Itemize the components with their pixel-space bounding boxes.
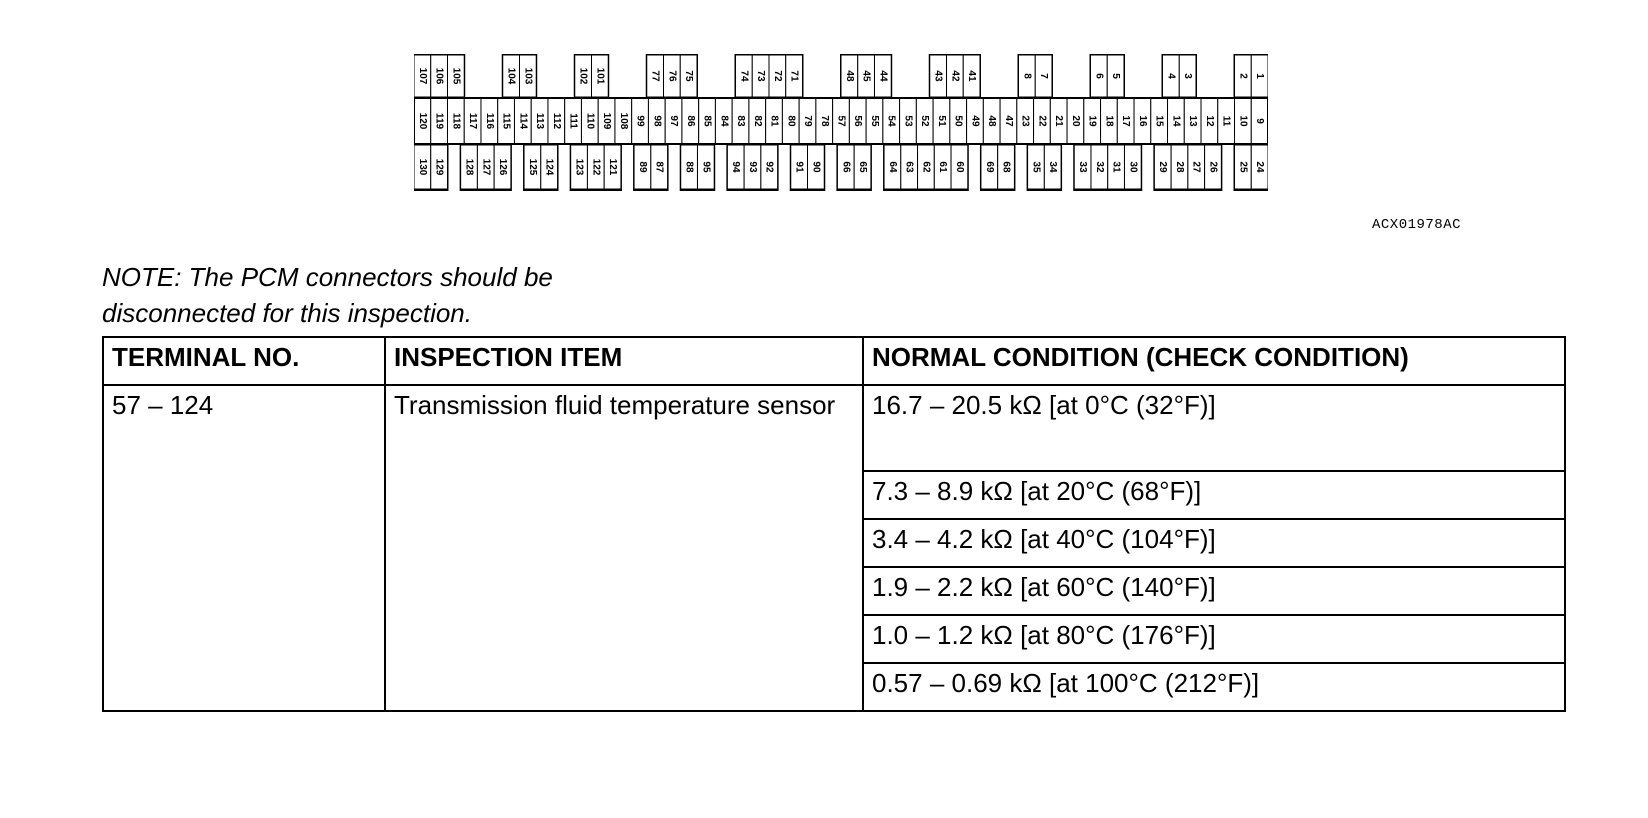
svg-text:65: 65 (857, 161, 869, 173)
svg-text:19: 19 (1086, 115, 1098, 127)
svg-text:34: 34 (1047, 161, 1059, 173)
svg-text:130: 130 (416, 158, 428, 176)
connector-pin-116 (481, 98, 498, 144)
svg-text:106: 106 (433, 67, 445, 85)
svg-text:112: 112 (550, 112, 562, 130)
condition-cell: 1.9 – 2.2 kΩ [at 60°C (140°F)] (863, 567, 1565, 615)
connector-pin-111 (565, 98, 582, 144)
svg-text:88: 88 (683, 161, 695, 173)
header-normal-condition: NORMAL CONDITION (CHECK CONDITION) (863, 337, 1565, 385)
connector-pin-72 (769, 55, 786, 97)
connector-pin-61 (934, 145, 951, 189)
table-row (103, 385, 1565, 471)
svg-text:61: 61 (937, 161, 949, 173)
connector-pin-118 (447, 98, 464, 144)
connector-pin-125 (524, 145, 541, 189)
connector-pin-45 (858, 55, 875, 97)
connector-pin-62 (918, 145, 935, 189)
svg-text:99: 99 (634, 115, 646, 127)
svg-text:60: 60 (953, 161, 965, 173)
svg-text:90: 90 (810, 161, 822, 173)
connector-pin-98 (648, 98, 665, 144)
connector-pin-3 (1179, 55, 1196, 97)
condition-cell: 7.3 – 8.9 kΩ [at 20°C (68°F)] (863, 471, 1565, 519)
connector-pin-127 (477, 145, 494, 189)
connector-pin-14 (1168, 98, 1185, 144)
svg-text:104: 104 (505, 67, 517, 85)
svg-text:94: 94 (730, 161, 742, 173)
svg-text:129: 129 (433, 158, 445, 176)
connector-pin-115 (498, 98, 515, 144)
svg-text:11: 11 (1220, 115, 1232, 127)
svg-text:107: 107 (416, 67, 428, 85)
connector-pin-97 (665, 98, 682, 144)
svg-text:22: 22 (1036, 115, 1048, 127)
svg-text:17: 17 (1120, 115, 1132, 127)
svg-text:15: 15 (1153, 115, 1165, 127)
connector-pin-79 (799, 98, 816, 144)
svg-text:48: 48 (986, 115, 998, 127)
connector-pin-20 (1067, 98, 1084, 144)
connector-pin-103 (519, 55, 536, 97)
connector-pin-19 (1084, 98, 1101, 144)
svg-text:128: 128 (463, 158, 475, 176)
svg-text:42: 42 (949, 70, 961, 82)
note-line-2: disconnected for this inspection. (102, 298, 472, 328)
connector-pin-117 (464, 98, 481, 144)
connector-pin-22 (1034, 98, 1051, 144)
svg-text:47: 47 (1002, 115, 1014, 127)
condition-cell: 0.57 – 0.69 kΩ [at 100°C (212°F)] (863, 663, 1565, 711)
connector-pin-63 (901, 145, 918, 189)
connector-pin-113 (531, 98, 548, 144)
svg-text:117: 117 (467, 112, 479, 130)
svg-text:121: 121 (607, 158, 619, 176)
connector-pin-102 (575, 55, 592, 97)
svg-text:14: 14 (1170, 115, 1182, 127)
connector-pin-53 (900, 98, 917, 144)
connector-pin-112 (548, 98, 565, 144)
connector-pin-1 (1251, 55, 1268, 97)
connector-pin-106 (431, 55, 448, 97)
svg-text:127: 127 (480, 158, 492, 176)
svg-text:124: 124 (543, 158, 555, 176)
connector-pin-33 (1074, 145, 1091, 189)
svg-text:28: 28 (1173, 161, 1185, 173)
svg-text:57: 57 (835, 115, 847, 127)
svg-text:75: 75 (683, 70, 695, 82)
svg-text:97: 97 (668, 115, 680, 127)
connector-pin-109 (598, 98, 615, 144)
connector-pin-13 (1184, 98, 1201, 144)
svg-text:109: 109 (601, 112, 613, 130)
svg-text:3: 3 (1182, 73, 1194, 79)
svg-text:80: 80 (785, 115, 797, 127)
connector-pin-18 (1101, 98, 1118, 144)
connector-pin-85 (699, 98, 716, 144)
svg-text:118: 118 (450, 112, 462, 130)
svg-text:25: 25 (1237, 161, 1249, 173)
note-line-1: NOTE: The PCM connectors should be (102, 262, 553, 292)
svg-text:108: 108 (617, 112, 629, 130)
header-inspection-item: INSPECTION ITEM (385, 337, 863, 385)
connector-pin-94 (727, 145, 744, 189)
svg-text:69: 69 (983, 161, 995, 173)
connector-pin-108 (615, 98, 632, 144)
connector-pin-6 (1091, 55, 1108, 97)
svg-text:93: 93 (746, 161, 758, 173)
svg-text:26: 26 (1207, 161, 1219, 173)
svg-text:119: 119 (433, 112, 445, 130)
connector-pin-42 (946, 55, 963, 97)
condition-cell: 3.4 – 4.2 kΩ [at 40°C (104°F)] (863, 519, 1565, 567)
connector-pin-83 (732, 98, 749, 144)
connector-pin-54 (883, 98, 900, 144)
svg-text:51: 51 (935, 115, 947, 127)
svg-text:79: 79 (802, 115, 814, 127)
header-terminal-no: TERMINAL NO. (103, 337, 385, 385)
connector-pin-31 (1108, 145, 1125, 189)
connector-pin-110 (581, 98, 598, 144)
svg-text:35: 35 (1030, 161, 1042, 173)
connector-pin-71 (786, 55, 803, 97)
connector-pin-4 (1163, 55, 1180, 97)
connector-pin-104 (503, 55, 520, 97)
svg-text:12: 12 (1203, 115, 1215, 127)
svg-text:4: 4 (1165, 73, 1177, 79)
connector-pin-29 (1154, 145, 1171, 189)
svg-text:2: 2 (1237, 73, 1249, 79)
diagram-id: ACX01978AC (1372, 217, 1462, 233)
connector-pin-64 (884, 145, 901, 189)
svg-text:66: 66 (840, 161, 852, 173)
condition-cell: 1.0 – 1.2 kΩ [at 80°C (176°F)] (863, 615, 1565, 663)
connector-pin-25 (1235, 145, 1252, 189)
svg-text:122: 122 (590, 158, 602, 176)
svg-text:116: 116 (483, 112, 495, 130)
svg-text:115: 115 (500, 112, 512, 130)
connector-pin-43 (930, 55, 947, 97)
svg-text:5: 5 (1110, 73, 1122, 79)
connector-pin-84 (715, 98, 732, 144)
connector-pin-27 (1188, 145, 1205, 189)
svg-text:84: 84 (718, 115, 730, 127)
svg-text:68: 68 (1000, 161, 1012, 173)
svg-text:9: 9 (1254, 118, 1266, 124)
terminal-no-cell: 57 – 124 (103, 385, 385, 711)
svg-text:7: 7 (1038, 73, 1050, 79)
svg-text:29: 29 (1157, 161, 1169, 173)
connector-pin-89 (634, 145, 651, 189)
inspection-note (102, 259, 553, 331)
connector-pin-17 (1117, 98, 1134, 144)
connector-pin-73 (752, 55, 769, 97)
svg-text:113: 113 (534, 112, 546, 130)
connector-pin-30 (1124, 145, 1141, 189)
connector-pin-119 (431, 98, 448, 144)
svg-text:81: 81 (768, 115, 780, 127)
connector-pin-80 (782, 98, 799, 144)
connector-pin-82 (749, 98, 766, 144)
svg-text:27: 27 (1190, 161, 1202, 173)
svg-text:120: 120 (416, 112, 428, 130)
connector-pin-12 (1201, 98, 1218, 144)
svg-text:77: 77 (649, 70, 661, 82)
connector-pin-69 (981, 145, 998, 189)
connector-pin-123 (571, 145, 588, 189)
svg-text:72: 72 (771, 70, 783, 82)
svg-text:24: 24 (1254, 161, 1266, 173)
connector-pin-91 (791, 145, 808, 189)
connector-pin-57 (833, 98, 850, 144)
svg-text:18: 18 (1103, 115, 1115, 127)
svg-text:98: 98 (651, 115, 663, 127)
svg-text:53: 53 (902, 115, 914, 127)
svg-text:52: 52 (919, 115, 931, 127)
svg-text:103: 103 (522, 67, 534, 85)
connector-pin-99 (632, 98, 649, 144)
connector-pin-47 (1000, 98, 1017, 144)
svg-text:114: 114 (517, 112, 529, 130)
connector-pin-21 (1050, 98, 1067, 144)
connector-pin-24 (1251, 145, 1268, 189)
connector-pin-56 (849, 98, 866, 144)
svg-text:126: 126 (497, 158, 509, 176)
connector-pin-120 (414, 98, 431, 144)
connector-pin-114 (514, 98, 531, 144)
connector-pin-7 (1035, 55, 1052, 97)
connector-pin-48 (841, 55, 858, 97)
svg-text:23: 23 (1019, 115, 1031, 127)
svg-text:123: 123 (573, 158, 585, 176)
connector-pin-49 (967, 98, 984, 144)
svg-text:10: 10 (1237, 115, 1249, 127)
table-header-row (103, 337, 1565, 385)
svg-text:125: 125 (526, 158, 538, 176)
svg-text:74: 74 (738, 70, 750, 82)
svg-text:73: 73 (755, 70, 767, 82)
connector-pin-87 (651, 145, 668, 189)
svg-text:32: 32 (1093, 161, 1105, 173)
connector-pin-130 (414, 145, 431, 189)
pcm-connector-diagram (414, 54, 1268, 192)
connector-pin-129 (431, 145, 448, 189)
connector-pin-11 (1218, 98, 1235, 144)
connector-pin-52 (916, 98, 933, 144)
svg-text:78: 78 (818, 115, 830, 127)
svg-text:87: 87 (653, 161, 665, 173)
connector-pin-92 (761, 145, 778, 189)
svg-text:86: 86 (684, 115, 696, 127)
connector-pin-35 (1028, 145, 1045, 189)
svg-text:54: 54 (885, 115, 897, 127)
connector-pin-128 (461, 145, 478, 189)
connector-pin-16 (1134, 98, 1151, 144)
svg-text:71: 71 (788, 70, 800, 82)
svg-text:6: 6 (1093, 73, 1105, 79)
svg-text:82: 82 (751, 115, 763, 127)
svg-text:50: 50 (952, 115, 964, 127)
svg-text:21: 21 (1053, 115, 1065, 127)
connector-pin-26 (1205, 145, 1222, 189)
svg-text:62: 62 (920, 161, 932, 173)
connector-pin-88 (681, 145, 698, 189)
connector-pin-5 (1107, 55, 1124, 97)
svg-text:55: 55 (868, 115, 880, 127)
connector-pin-126 (494, 145, 511, 189)
connector-pin-23 (1017, 98, 1034, 144)
condition-cell: 16.7 – 20.5 kΩ [at 0°C (32°F)] (863, 385, 1565, 471)
svg-text:102: 102 (577, 67, 589, 85)
svg-text:41: 41 (966, 70, 978, 82)
connector-pin-51 (933, 98, 950, 144)
svg-text:83: 83 (735, 115, 747, 127)
svg-text:30: 30 (1127, 161, 1139, 173)
connector-pin-60 (951, 145, 968, 189)
connector-pin-50 (950, 98, 967, 144)
connector-pin-81 (766, 98, 783, 144)
connector-pin-74 (736, 55, 753, 97)
svg-text:43: 43 (932, 70, 944, 82)
connector-pin-68 (998, 145, 1015, 189)
inspection-table (102, 336, 1566, 712)
connector-pin-93 (744, 145, 761, 189)
connector-pin-66 (837, 145, 854, 189)
connector-pin-121 (604, 145, 621, 189)
connector-pin-2 (1235, 55, 1252, 97)
svg-text:13: 13 (1187, 115, 1199, 127)
svg-text:31: 31 (1110, 161, 1122, 173)
connector-pin-77 (647, 55, 664, 97)
connector-pin-10 (1235, 98, 1252, 144)
connector-pin-65 (854, 145, 871, 189)
connector-pin-78 (816, 98, 833, 144)
svg-text:76: 76 (666, 70, 678, 82)
connector-pin-76 (664, 55, 681, 97)
svg-text:111: 111 (567, 113, 579, 129)
connector-pin-75 (680, 55, 697, 97)
svg-text:92: 92 (763, 161, 775, 173)
inspection-item-cell: Transmission fluid temperature sensor (385, 385, 863, 711)
svg-text:49: 49 (969, 115, 981, 127)
connector-pin-9 (1251, 98, 1268, 144)
connector-pin-41 (963, 55, 980, 97)
connector-pin-107 (414, 55, 431, 97)
svg-text:1: 1 (1254, 73, 1266, 79)
connector-pin-8 (1018, 55, 1035, 97)
svg-text:33: 33 (1077, 161, 1089, 173)
svg-text:16: 16 (1136, 115, 1148, 127)
connector-pin-28 (1171, 145, 1188, 189)
connector-pin-44 (874, 55, 891, 97)
svg-text:110: 110 (584, 112, 596, 130)
connector-pin-15 (1151, 98, 1168, 144)
connector-pin-55 (866, 98, 883, 144)
svg-text:44: 44 (877, 70, 889, 82)
svg-text:63: 63 (903, 161, 915, 173)
svg-text:56: 56 (852, 115, 864, 127)
svg-text:8: 8 (1021, 73, 1033, 79)
connector-pin-124 (541, 145, 558, 189)
connector-pin-95 (697, 145, 714, 189)
connector-pin-48 (983, 98, 1000, 144)
connector-pin-105 (447, 55, 464, 97)
svg-text:20: 20 (1069, 115, 1081, 127)
connector-pin-101 (591, 55, 608, 97)
connector-pin-34 (1044, 145, 1061, 189)
svg-text:105: 105 (450, 67, 462, 85)
svg-text:64: 64 (886, 161, 898, 173)
svg-text:45: 45 (860, 70, 872, 82)
connector-pin-32 (1091, 145, 1108, 189)
connector-pin-90 (808, 145, 825, 189)
svg-text:89: 89 (636, 161, 648, 173)
connector-pin-122 (587, 145, 604, 189)
connector-pin-86 (682, 98, 699, 144)
svg-text:91: 91 (793, 161, 805, 173)
svg-text:48: 48 (843, 70, 855, 82)
svg-text:95: 95 (700, 161, 712, 173)
svg-text:85: 85 (701, 115, 713, 127)
svg-text:101: 101 (594, 67, 606, 85)
